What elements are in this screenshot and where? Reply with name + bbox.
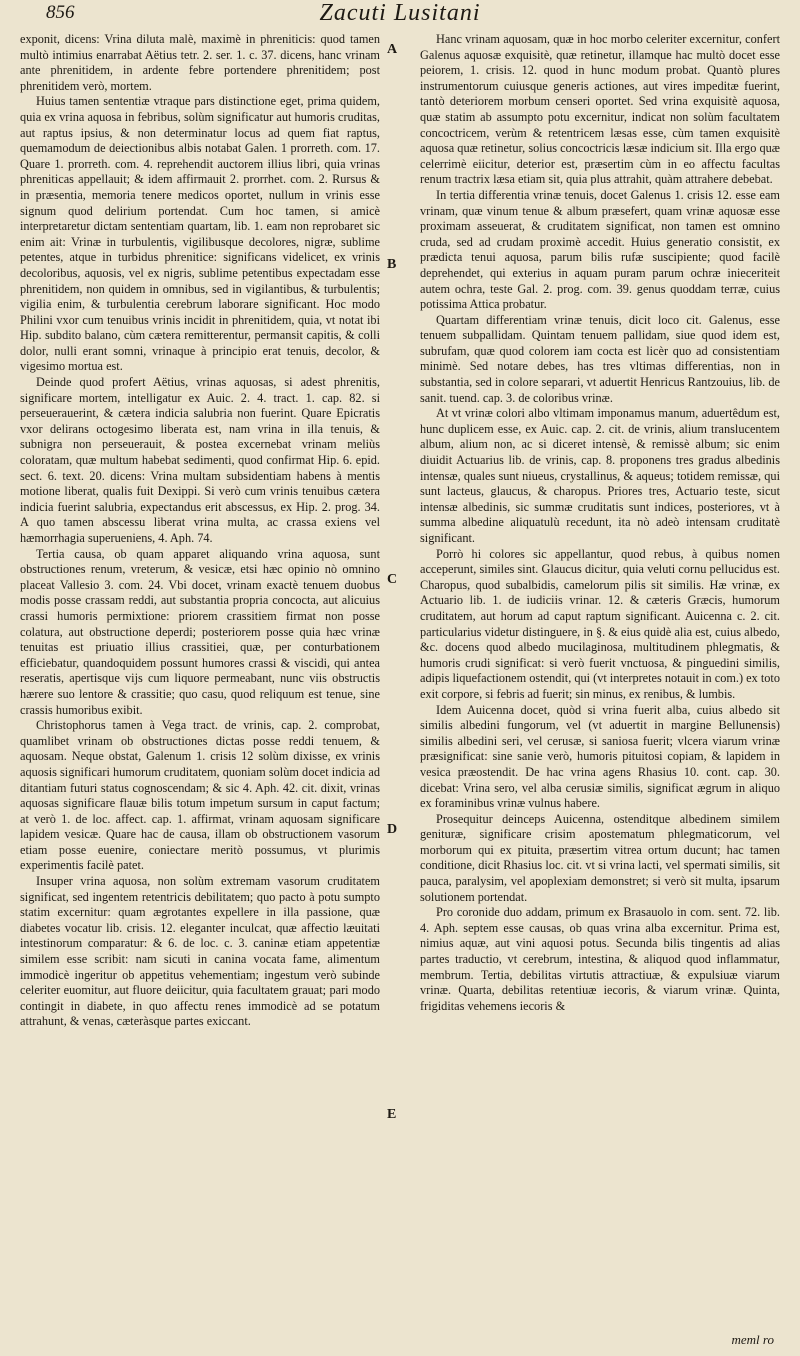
catchword: meml ro — [731, 1332, 774, 1347]
right-column-paragraph: At vt vrinæ colori albo vltimam imponamus manum, aduertêdum est, hunc duplicem esse, ex Auic. cap. 2. cit. de vrinis, alium translucentem album, alium non, ac si diceret intensè, & remissè album; sic enim diuidit Actuarius lib. de vrinis, cap. 8. proponens tres gradus albedinis intensæ, quales sunt niueus, crystallinus, & aqueus; totidem remissæ, qui sunt lacteus, glaucus, & charopus. Priores tres, Actuario teste, sicut intensæ albedinis, sic summæ cruditatis sunt indices, posteriores, vt à summa albedine aliquatulù recedunt, ita nò adeò intensam cruditatè significant. — [420, 406, 780, 545]
page-header — [20, 0, 780, 32]
right-column-paragraph: In tertia differentia vrinæ tenuis, docet Galenus 1. crisis 12. esse eam vrinam, quæ vinum tenue & album præsefert, quam vrinæ aquosæ esse proximam asseuerat, & cruditatem significat, non tamen est omnino cruda, sed ad crudam proximè accedit. Huius generatio consistit, ex prædicta tenui aquosa, parum bilis rufæ suscipiente; quod facilè deprehendet, qui exterius in aquam puram parum ochræ inieceriteit autem ochra, teste Gal. 2. prog. com. 39. genus quoddam terræ, cuius potissima Attica probatur. — [420, 187, 780, 312]
margin-letter-c: C — [387, 572, 398, 587]
left-column-paragraph: Insuper vrina aquosa, non solùm extremam vasorum cruditatem significat, sed ingentem retentricis debilitatem; quo pacto à potu sumpto statim excernitur: quam ægrotantes expellere in illa passione, quæ diabetes vocatur lib. crisis. 12. eleganter inculcat, quæ affectio læuitati intestinorum comparatur: & 6. de loc. c. 3. caninæ etiam appetentiæ similem esse scribit: nam sicuti in canina vocata fame, alimentum immodicè ingeritur ob appetitus vehementiam; ingestum verò subinde celeriter euomitur, aut fluore deiicitur, quia facultatem grauat; pari modo contingit in diabete, in quo affectu renes immodicè ad se potatum attrahunt, & venas, cæteràsque partes exiccant. — [20, 874, 380, 1029]
margin-letter-b: B — [387, 257, 397, 272]
running-title: Zacuti Lusitani — [319, 0, 481, 26]
left-column-paragraph: Tertia causa, ob quam apparet aliquando vrina aquosa, sunt obstructiones renum, vreterum, & vesicæ, etsi hæc opinio nò omnino placeat Vallesio 3. com. 24. Vbi docet, vrinam exactè tenuem duobus modis posse crassam reddi, aut substantia propria concocta, aut alicuius crassi humoris permixtione: priorem crassitiem firmat non posse colatura, aut obstructione deperdi; posteriorem posse quia hæc vrinæ tenuitas est priuatio illius crassitiei, quæ, per conturbationem efficiebatur, quandoquidem possunt humores crassi & viscidi, qui antea reseratis, apertisque vijs cum liquore permeabant, nunc viis obstructis hærere suo lentore & crassitie; quo casu, quod reliquum est tenue, sine crassis humoribus exibit. — [20, 546, 380, 717]
left-column-paragraph: Deinde quod profert Aëtius, vrinas aquosas, si adest phrenitis, significare mortem, intelligatur ex Auic. 2. 4. tract. 1. cap. 82. si perseuerauerint, & cætera indicia salubria non fuerint. Quare Epicratis vxor delirans octogesimo liberata est, nam vrina in illa tenuis, & subnigra non perseuerauit, & postea excernebat vrinam meliùs coloratam, quæ multum habebat sedimenti, quod confirmat Hip. 6. epid. sect. 6. text. 20. dicens: Vrina multam subsidentiam habens à mentis motione liberat, qualis fuit Dexippi. Si verò cum vrinis tenuibus cætera indicia fuerint salubria, expectandus erit abscessus, ex Hip. 2. prog. 34. A quo tamen abscessu liberat vrina multa, ac crassa exiens vel hæmorrhagia superueniens, 4. Aph. 74. — [20, 375, 380, 545]
right-column — [420, 32, 780, 1030]
margin-letter-d: D — [387, 822, 398, 837]
right-column-paragraph: Hanc vrinam aquosam, quæ in hoc morbo celeriter excernitur, confert Galenus aquosæ exquisitè, quæ retinetur, illamque hac multò docet esse peiorem, 1. crisis. 12. quod in hunc modum probat. Quantò plures instrumentorum cuiusque generis actiones, aut vires impeditæ fuerint, tantò deteriorem morbum censeri oportet. Sed vrina exquisitè aquosa, quæ statim ab assumpto potu excernitur, indicat non solùm facultatem concoctricem, verùm & retentricem læsas esse, cùm tamen exquisitè aquosa quæ retinetur, solius concoctricis læsæ indicium sit. Illa ergo quæ celerrimè eiicitur, deterior est, præsertim cùm in eo affectu facultas renum tractrix læsa etiam sit, quia plus attrahit, quàm attrahere debebat. — [420, 32, 780, 187]
margin-letter-e: E — [387, 1107, 397, 1122]
left-column-paragraph: Huius tamen sententiæ vtraque pars distinctione eget, prima quidem, quia ex vrina aquosa in febribus, solùm significatur aut humoris cruditas, aut raptus ipsius, & non determinatur locus ad quem fiat raptus, quemamodum de deiectionibus albis notabat Galen. 1 prorreth. com. 17. Quare 1. prorreth. com. 4. reprehendit auctorem illius libri, quia vrinas phreniticas appellauit; & idem affirmauit 2. prorrhet. com. 2. Rursus & in præsentia, memoria tenere medicos oportet, nullum in vrinis esse signum quod delirium portendat. Cum hoc tamen, si amicè interpretaretur dictam sententiam quartam, lib. 1. eam non reprobaret sic enim ait: Vrinæ in turbulentis, vigilibusque decolores, nigræ, sublime petentes, atque in turbidus phrenitice: significans videlicet, ex vrinis decoloribus, aquosis, vel ex nigris, sublime petentibus expectadam esse phrenitidem, non quidem in omnibus, sed in vigilantibus, & turbulentis; vigilia enim, & turbulentia cerebrum laborare significant. Hoc modo Philini vxor cum tenuibus vrinis incidit in phrenitidem, quia, vt notat ibi Hip. subdito balano, cùm cætera remitterentur, permansit capitis, & colli dolor, nulli erant somni, vrinaque à principio erat tenuis, decolor, & vigesimo mortua est. — [20, 94, 380, 374]
right-column-paragraph: Prosequitur deinceps Auicenna, ostenditque albedinem similem genituræ, significare crisim apostematum phlegmaticorum, vel morborum qui ex pituita, præsertim vitrea ortum ducunt; hac tamen conditione, dicit Rhasius loc. cit. vt si vrina lacti, vel spermati similis, sit pauca, paralysim, vel apoplexiam demonstret; si verò sit multa, ipsarum solutionem portendat. — [420, 811, 780, 904]
text-columns — [20, 32, 780, 1122]
right-column-paragraph: Idem Auicenna docet, quòd si vrina fuerit alba, cuius albedo sit similis albedini fungorum, vel (vt aduertit in margine Bellunensis) similis albedini seri, vel cerusæ, si saniosa fuerit; vlcera viarum vrinæ præsignificat: sine sanie verò, humoris pituitosi copiam, & lapidem in vesica præostendit. De hac vrina agens Rhasius 10. cont. cap. 30. dicebat: Vrina sero, vel alba cerusiæ similis, significat ægrum in aliquo ex foraminibus vrinæ vulnus habere. — [420, 702, 780, 811]
margin-letter-a: A — [387, 42, 398, 57]
right-column-paragraph: Pro coronide duo addam, primum ex Brasauolo in com. sent. 72. lib. 4. Aph. septem esse causas, ob quas vrina alba excernitur. Prima est, nimius aquæ, aut vini aquosi potus. Secunda bilis tingentis ad alias partes traductio, vt cerebrum, intestina, & aliquod quod inflammatur, membrum. Tertia, debilitas virtutis attractiuæ, & expulsiuæ viarum vrinæ. Quarta, debilitas retentiuæ iecoris, & viarum vrinæ. Quinta, frigiditas vehemens iecoris & — [420, 905, 780, 1013]
right-column-paragraph: Porrò hi colores sic appellantur, quod rebus, à quibus nomen acceperunt, similes sint. Glaucus dicitur, quia veluti cornu pellucidus est. Charopus, quod subalbidis, camelorum pilis sit similis. Hæ vrinæ, ex Actuario lib. 1. de iudiciis vrinar. 12. & cæteris Græcis, humorum cruditatem, aut horum ad caput raptum significant. Auicenna c. 2. cit. particularius videtur distinguere, in §. & eius quidè alia est, cuius albedo, &c. docens quod albedo mucilaginosa, multitudinem phlegmatis, & humoris crudi significat: si verò fuerit vnctuosa, & pinguedini similis, adipis liquefactionem ostendit, qui (vt interpretes notauit in com.) ex toto exit corpore, si febris ad fuerit; sin minus, ex renibus, & lumbis. — [420, 546, 780, 701]
left-column — [20, 32, 380, 1030]
page-number: 856 — [46, 2, 75, 23]
right-column-paragraph: Quartam differentiam vrinæ tenuis, dicit loco cit. Galenus, esse tenuem subpallidam. Quintam tenuem pallidam, siue quod idem est, subrufam, quæ quod colorem iam cocta est licèr quo ad consistentiam minimè. Sed notare debes, has tres vltimas differentias, non in substantia, sed in colore separari, vt aduertit Henricus Rantzouius, lib. de sanit. tuend. cap. 3. de coloribus vrinæ. — [420, 312, 780, 405]
left-column-paragraph: Christophorus tamen à Vega tract. de vrinis, cap. 2. comprobat, quamlibet vrinam ob obstructiones dictas posse reddi tenuem, & aquosam. Neque obstat, Galenum 1. crisis 12 solùm dixisse, ex vrinis aquosis significari humorum cruditatem, quoniam solùm docet indicia ad ditantiam futuri status cognoscendam; & sic 4. Aph. 42. cit. dixit, vrinas aquosas significare flauæ bilis totum impetum sursum in caput factum; at verò 1. de loc. affect. cap. 1. affirmat, vrinam aquosam significare lapidem vesicæ. Quare hac de causa, illam ob obstructionem vasorum etiam posse euenire, coniectare meritò possumus, vt plurimis experimentis facilè patet. — [20, 718, 380, 873]
left-column-paragraph: exponit, dicens: Vrina diluta malè, maximè in phreniticis: quod tamen multò intimius enarrabat Aëtius tetr. 2. ser. 1. c. 37. dicens, hanc vrinam ante phrenitidem, in ardente febre portendere phrenitidem; post phrenitidem verò, mortem. — [20, 32, 380, 93]
